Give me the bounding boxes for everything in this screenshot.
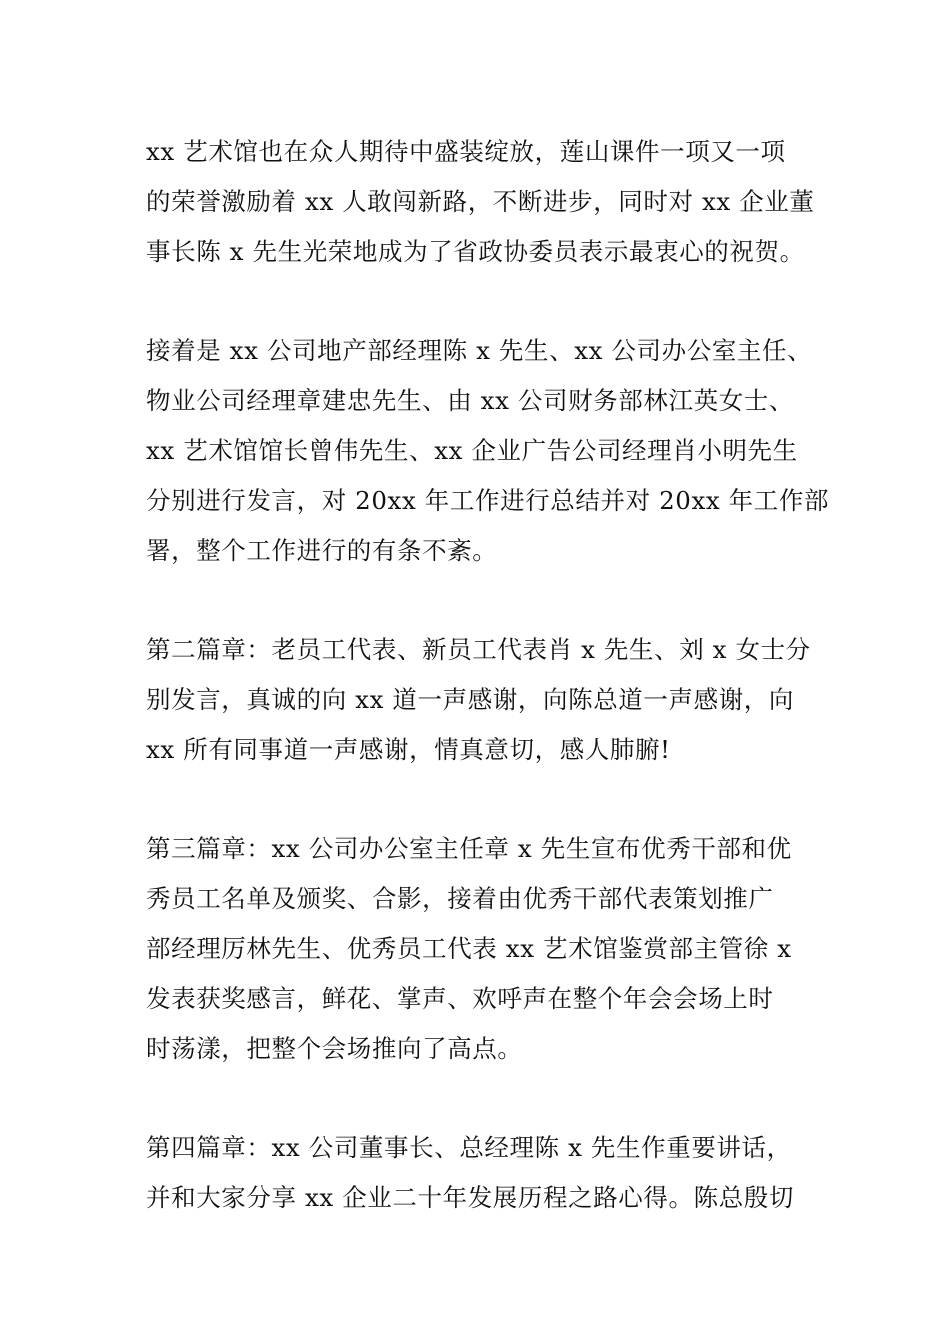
text-line: 的荣誉激励着 xx 人敢闯新路，不断进步，同时对 xx 企业董	[146, 187, 815, 216]
text-line: xx 所有同事道一声感谢，情真意切，感人肺腑!	[146, 735, 671, 764]
paragraph-1	[146, 127, 815, 277]
text-line: 第二篇章：老员工代表、新员工代表肖 x 先生、刘 x 女士分	[146, 635, 811, 664]
paragraph-5	[146, 1123, 810, 1223]
text-line: 别发言，真诚的向 xx 道一声感谢，向陈总道一声感谢，向	[146, 685, 795, 714]
text-line: 发表获奖感言，鲜花、掌声、欢呼声在整个年会会场上时	[146, 984, 774, 1013]
text-line: 署，整个工作进行的有条不紊。	[146, 536, 498, 565]
text-line: 第三篇章：xx 公司办公室主任章 x 先生宣布优秀干部和优	[146, 834, 792, 863]
text-line: 并和大家分享 xx 企业二十年发展历程之路心得。陈总殷切	[146, 1183, 795, 1212]
document-body	[146, 127, 830, 1272]
text-line: 分别进行发言，对 20xx 年工作进行总结并对 20xx 年工作部	[146, 486, 830, 515]
paragraph-2	[146, 326, 830, 576]
paragraph-4	[146, 824, 810, 1074]
text-line: 第四篇章：xx 公司董事长、总经理陈 x 先生作重要讲话，	[146, 1133, 792, 1162]
text-line: 事长陈 x 先生光荣地成为了省政协委员表示最衷心的祝贺。	[146, 237, 805, 266]
text-line: xx 艺术馆馆长曾伟先生、xx 企业广告公司经理肖小明先生	[146, 436, 798, 465]
text-line: 时荡漾，把整个会场推向了高点。	[146, 1034, 523, 1063]
text-line: 接着是 xx 公司地产部经理陈 x 先生、xx 公司办公室主任、	[146, 336, 813, 365]
text-line: 物业公司经理章建忠先生、由 xx 公司财务部林江英女士、	[146, 386, 795, 415]
paragraph-3	[146, 625, 810, 775]
text-line: xx 艺术馆也在众人期待中盛装绽放，莲山课件一项又一项	[146, 137, 786, 166]
text-line: 部经理厉林先生、优秀员工代表 xx 艺术馆鉴赏部主管徐 x	[146, 934, 792, 963]
text-line: 秀员工名单及颁奖、合影，接着由优秀干部代表策划推广	[146, 884, 774, 913]
